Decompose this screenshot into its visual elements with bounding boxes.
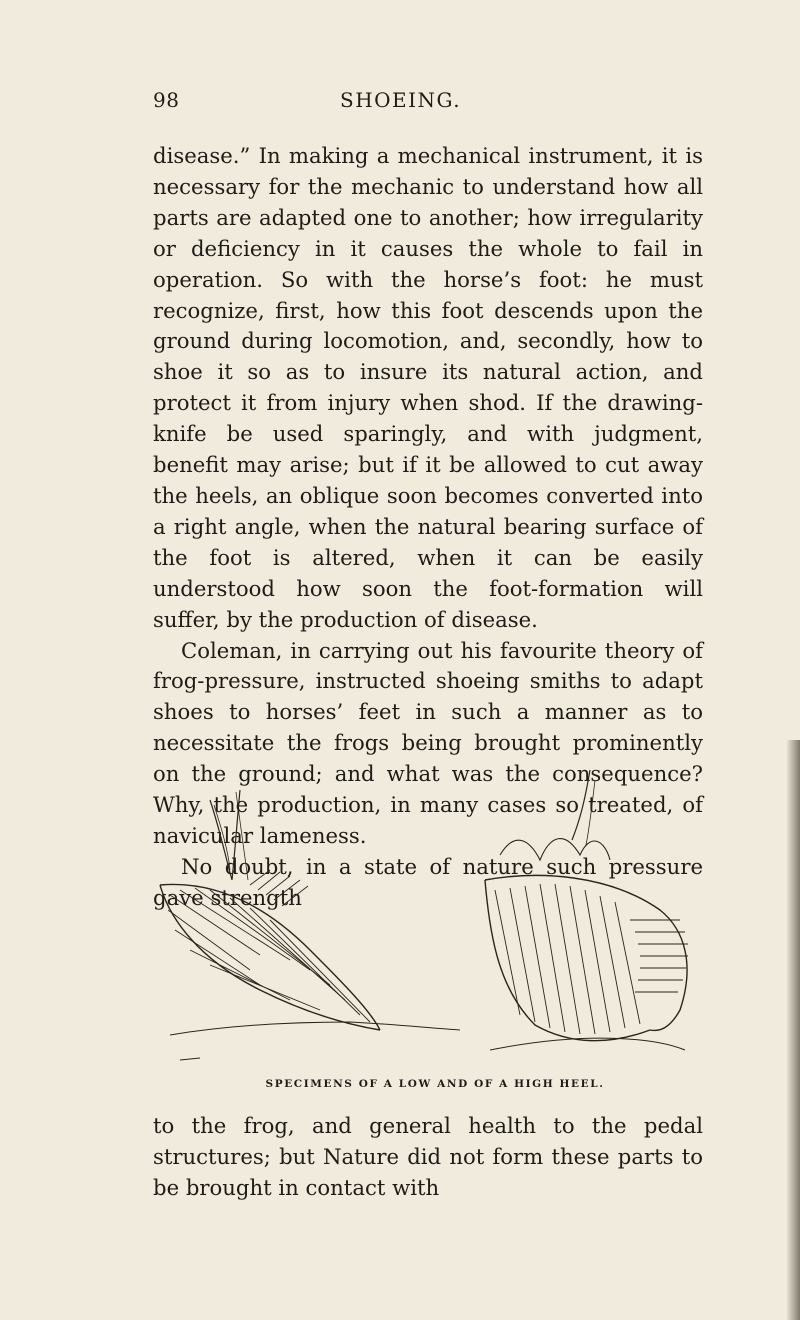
hoof-engraving	[140, 760, 730, 1090]
page-edge-shadow	[786, 740, 800, 1320]
running-head	[0, 88, 800, 118]
running-title: SHOEING.	[340, 88, 462, 112]
figure-caption: SPECIMENS OF A LOW AND OF A HIGH HEEL.	[265, 1078, 605, 1090]
paragraph: to the frog, and general health to the pedal structures; but Nature did not form these parts to be brought in contact with	[153, 1113, 703, 1200]
body-text-bottom	[153, 1111, 703, 1204]
paragraph: disease.” In making a mechanical instrument, it is necessary for the mechanic to understand how all parts are adapted one to another; how irregularity or deficiency in it causes the whole to fail in operation. So with the horse’s foot: he must recognize, first, how this foot descends upon the ground during locomotion, and, secondly, how to shoe it so as to insure its natural action, and protect it from injury when shod. If the drawing-knife be used sparingly, and with judgment, benefit may arise; but if it be allowed to cut away the heels, an oblique soon becomes converted into a right angle, when the natural bearing surface of the foot is altered, when it can be easily understood how soon the foot-formation will suffer, by the production of disease.	[153, 143, 703, 632]
paragraph: Coleman, in carrying out his favourite theory of frog-pressure, instructed shoeing smiths to adapt shoes to horses’ feet in such a manner as to necessitate the frogs being brought prominently on the ground; and what was the consequence? Why, the production, in many cases so treated, of navicular lameness.	[153, 637, 703, 848]
paragraph: No doubt, in a state of nature such pressure gave strength	[153, 853, 703, 910]
high-heel-specimen	[485, 770, 688, 1050]
page-number: 98	[153, 88, 180, 112]
low-heel-specimen	[160, 790, 460, 1060]
hoof-illustration	[140, 760, 730, 1090]
